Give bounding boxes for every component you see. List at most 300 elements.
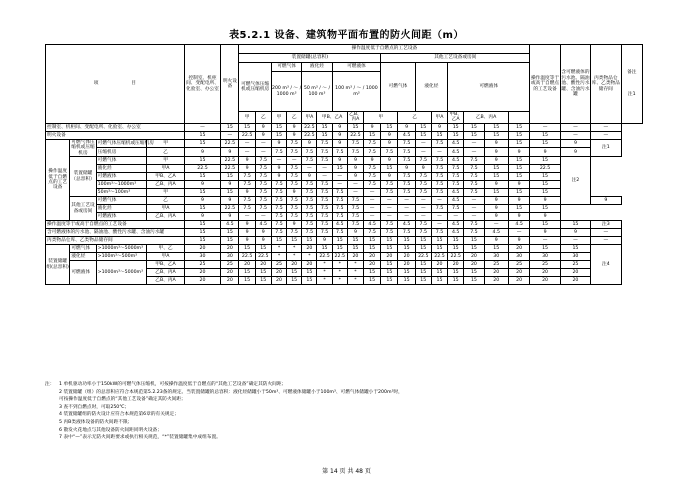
table-cell: 注1 — [591, 139, 621, 156]
table-cell: 9 — [508, 148, 530, 157]
table-cell: 7.5 — [302, 197, 317, 205]
table-cell: 4.5 — [448, 139, 464, 148]
table-cell: — — [398, 205, 415, 213]
table-cell: 15 — [448, 237, 464, 245]
table-cell: — — [317, 165, 332, 173]
table-cell: 4.5 — [508, 221, 530, 229]
table-cell: 乙 — [147, 148, 184, 157]
table-cell: — — [464, 197, 484, 205]
table-cell: 7.5 — [415, 157, 431, 165]
table-cell: 15 — [184, 189, 220, 197]
table-cell: 4.5 — [484, 229, 508, 237]
table-cell: 7.5 — [415, 189, 431, 197]
table-cell: 7.5 — [302, 213, 317, 221]
table-cell: 9 — [508, 197, 530, 205]
table-cell: — — [317, 173, 332, 181]
table-cell: 9 — [221, 213, 239, 221]
table-cell: 7.5 — [255, 157, 271, 165]
table-cell: 7.5 — [287, 213, 302, 221]
header-other-equip: 其他工艺设备或房间 — [381, 54, 530, 63]
header-vol-fl: 100 m³ / ～ / 1000 m³ — [332, 72, 381, 112]
table-cell: * — [317, 277, 332, 285]
table-cell: — — [332, 181, 347, 189]
table-cell: 7.5 — [239, 205, 255, 213]
table-cell: 9 — [317, 237, 332, 245]
table-cell: 15 — [381, 277, 398, 285]
table-cell: 20 — [464, 261, 484, 269]
table-cell: — — [464, 213, 484, 221]
note-text: 1 单机驱动功率小于150kW的可燃气体压缩机，可按操作温度低于自燃点的“其他工艺设备”确定其防火间距； — [59, 382, 287, 387]
row-label: 明火设备 — [46, 131, 185, 139]
table-cell: 20 — [302, 245, 317, 253]
table-cell: — — [560, 131, 590, 139]
table-cell: 15 — [287, 237, 302, 245]
table-cell: 25 — [560, 261, 590, 269]
table-cell: 15 — [415, 123, 431, 131]
table-cell: — — [255, 213, 271, 221]
table-cell: 7.5 — [332, 205, 347, 213]
table-cell: 其他工艺设备或房间 — [70, 197, 96, 221]
header-vol-fg: 200 m³ / ～ / 1000 m³ — [271, 72, 301, 112]
table-cell: 15 — [184, 229, 220, 237]
table-cell: 15 — [381, 245, 398, 253]
table-cell: 乙B、丙A — [147, 277, 184, 285]
header-other-fg: 可燃气体 — [381, 63, 415, 112]
class-cell: 甲B、乙A — [317, 112, 347, 124]
table-row — [46, 205, 643, 213]
table-row — [46, 197, 643, 205]
table-cell: — — [221, 131, 239, 139]
table-cell: 9 — [560, 229, 590, 237]
class-cell: 甲B、乙A — [449, 112, 462, 123]
table-cell: 9 — [560, 148, 590, 157]
table-cell: 15 — [448, 269, 464, 277]
table-cell: 15 — [415, 237, 431, 245]
table-cell: 甲 — [147, 157, 184, 165]
table-cell: 7.5 — [398, 189, 415, 197]
table-cell: 7.5 — [381, 229, 398, 237]
table-cell: 30 — [484, 253, 508, 261]
table-row — [46, 123, 643, 131]
table-cell: 25 — [508, 261, 530, 269]
table-cell: — — [398, 213, 415, 221]
table-cell: 15 — [347, 237, 363, 245]
table-row — [46, 237, 643, 245]
table-cell: 15 — [464, 277, 484, 285]
table-cell: 9 — [484, 205, 508, 213]
table-cell: 乙B、丙A — [147, 213, 184, 221]
class-cell: 乙 — [398, 112, 431, 124]
table-cell: 4.5 — [448, 221, 464, 229]
table-cell: 15 — [530, 245, 560, 253]
table-cell: 9 — [184, 181, 220, 189]
table-cell: 9 — [239, 189, 255, 197]
table-cell: 9 — [381, 139, 398, 148]
table-cell: 15 — [448, 131, 464, 139]
table-cell: * — [287, 253, 302, 261]
table-cell: 15 — [484, 173, 508, 181]
table-cell: 7.5 — [431, 139, 447, 148]
table-cell: 7.5 — [347, 197, 363, 205]
notes — [45, 381, 645, 442]
table-cell: 7.5 — [364, 229, 381, 237]
table-cell: 15 — [448, 277, 464, 285]
table-cell: — — [271, 157, 286, 165]
table-cell: 9 — [347, 165, 363, 173]
table-cell: 15 — [221, 123, 239, 131]
table-cell: — — [398, 197, 415, 205]
table-cell: 9 — [239, 237, 255, 245]
table-cell: 7.5 — [364, 165, 381, 173]
table-cell: 20 — [448, 261, 464, 269]
table-cell: 15 — [302, 277, 317, 285]
table-cell: 7.5 — [464, 173, 484, 181]
table-cell: 9 — [484, 157, 508, 165]
table-cell: 乙B、丙A — [147, 269, 184, 277]
table-cell: 22.5 — [255, 253, 271, 261]
table-cell: 9 — [271, 139, 286, 148]
table-cell: 15 — [560, 221, 590, 229]
table-cell: 7.5 — [255, 181, 271, 189]
table-cell: 7.5 — [302, 229, 317, 237]
table-cell: 7.5 — [332, 197, 347, 205]
table-cell: 丙类物品仓库、乙类物品储存间 — [46, 237, 185, 245]
page-footer: 第 14 页 共 48 页 — [322, 468, 371, 475]
class-cell: 甲A — [431, 112, 447, 124]
note-line — [45, 411, 645, 419]
header-open-fire: 明火设备 — [221, 45, 239, 124]
fire-distance-table — [45, 44, 643, 285]
table-cell: 15 — [464, 123, 484, 131]
table-cell: 7.5 — [364, 181, 381, 189]
table-cell: 20 — [530, 269, 560, 277]
table-cell: 7.5 — [347, 148, 363, 157]
table-cell: 7.5 — [431, 165, 447, 173]
table-cell: — — [255, 139, 271, 148]
table-cell: 9 — [484, 139, 508, 148]
table-cell: 15 — [508, 165, 530, 173]
table-body — [46, 123, 643, 284]
table-cell: 20 — [221, 245, 239, 253]
table-cell: — — [431, 213, 447, 221]
table-cell: 15 — [271, 237, 286, 245]
header-storage-fg: 可燃气体 — [271, 63, 301, 72]
table-cell: 22.5 — [415, 253, 431, 261]
table-cell: 9 — [221, 197, 239, 205]
table-cell: 20 — [287, 261, 302, 269]
table-cell: 15 — [530, 157, 560, 165]
table-cell: 9 — [221, 181, 239, 189]
table-cell: 7.5 — [464, 221, 484, 229]
table-cell: 30 — [184, 253, 220, 261]
table-cell: 9 — [287, 131, 302, 139]
table-cell: 20 — [364, 253, 381, 261]
table-cell: 甲B、乙A — [147, 261, 184, 269]
table-cell: 7.5 — [347, 139, 363, 148]
header-storage-lpg: 液化烃 — [302, 63, 332, 72]
note-line — [45, 389, 645, 397]
table-cell: 9 — [381, 173, 398, 181]
table-cell: 9 — [332, 123, 347, 131]
class-cell: 甲 — [364, 112, 398, 124]
table-cell: 7.5 — [364, 173, 381, 181]
table-cell: 9 — [530, 213, 560, 221]
table-cell: 7.5 — [287, 148, 302, 157]
table-cell: 20 — [255, 261, 271, 269]
table-cell: 9 — [184, 148, 220, 157]
table-cell: 20 — [560, 277, 590, 285]
table-cell: 注4 — [591, 245, 621, 285]
table-cell: 9 — [239, 157, 255, 165]
table-cell: 22.5 — [302, 131, 317, 139]
table-cell: 15 — [347, 123, 363, 131]
table-cell: 9 — [302, 139, 317, 148]
table-cell: 7.5 — [398, 148, 415, 157]
table-cell: 20 — [508, 277, 530, 285]
table-cell: 22.5 — [221, 157, 239, 165]
table-cell: — — [364, 197, 381, 205]
header-compressor: 可燃气体压缩机或压缩机房 — [239, 63, 271, 112]
table-cell: 25 — [221, 261, 239, 269]
table-cell: 7.5 — [317, 213, 332, 221]
table-cell: 15 — [398, 245, 415, 253]
table-cell: 乙B、丙A — [147, 181, 184, 189]
table-cell: 20 — [364, 261, 381, 269]
table-cell: — — [530, 123, 560, 131]
table-cell: 9 — [302, 173, 317, 181]
table-cell: 15 — [332, 245, 347, 253]
table-cell: 25 — [271, 261, 286, 269]
table-cell: * — [317, 261, 332, 269]
table-cell: 7.5 — [464, 165, 484, 173]
header-vol-lpg: 50 m³ / ～ / 100 m³ — [302, 72, 332, 112]
table-cell: 15 — [239, 277, 255, 285]
table-cell: 15 — [448, 123, 464, 131]
table-cell: 装置储罐组(总容积) — [46, 245, 70, 285]
table-row — [46, 181, 643, 189]
table-cell: 液化烃 — [70, 253, 96, 261]
table-cell: 9 — [530, 229, 560, 237]
table-cell: 15 — [287, 269, 302, 277]
table-cell: 9 — [332, 157, 347, 165]
table-cell: 9 — [239, 221, 255, 229]
table-cell: 7.5 — [271, 221, 286, 229]
note-text: 2 装置储罐（组）的总容积应符合本规范第5.2.23条的规定。当装置储罐的总容积：液化烃储罐小于50m³、可燃液体储罐小于100m³、可燃气体储罐小于200m³时， — [59, 389, 403, 395]
table-cell: 22.5 — [448, 253, 464, 261]
table-cell: 9 — [347, 173, 363, 181]
table-cell: 9 — [287, 189, 302, 197]
table-cell: 9 — [239, 229, 255, 237]
table-cell: 22.5 — [221, 205, 239, 213]
table-cell: 15 — [398, 277, 415, 285]
table-cell: 7.5 — [287, 181, 302, 189]
table-cell: 30 — [560, 253, 590, 261]
table-cell: 9 — [255, 229, 271, 237]
table-cell: 20 — [508, 269, 530, 277]
table-cell: 15 — [530, 189, 560, 197]
class-cell: 乙B、丙A — [464, 112, 509, 124]
table-row — [46, 148, 643, 157]
table-cell: 22.5 — [530, 165, 560, 173]
table-cell: — — [508, 229, 530, 237]
table-cell: 15 — [221, 173, 239, 181]
table-cell: 7.5 — [302, 157, 317, 165]
table-row — [46, 213, 643, 221]
table-cell: 25 — [530, 261, 560, 269]
table-cell: 15 — [302, 237, 317, 245]
table-cell: 压缩机房 — [96, 148, 147, 157]
table-cell: — — [239, 213, 255, 221]
table-cell: >1000m³～5000m³ — [96, 245, 147, 253]
table-cell: 7.5 — [317, 197, 332, 205]
table-cell: 15 — [464, 269, 484, 277]
table-cell: — — [591, 123, 621, 131]
table-cell: 7.5 — [287, 139, 302, 148]
table-cell: 15 — [255, 277, 271, 285]
table-cell: 15 — [464, 245, 484, 253]
table-cell: 15 — [255, 245, 271, 253]
table-cell: 15 — [530, 181, 560, 189]
table-cell: 7.5 — [381, 189, 398, 197]
table-cell: * — [271, 253, 286, 261]
class-cell: 乙B、丙A — [349, 112, 362, 123]
table-cell: — — [364, 205, 381, 213]
table-cell: 9 — [184, 197, 220, 205]
table-cell: 7.5 — [287, 173, 302, 181]
table-cell: 15 — [239, 269, 255, 277]
table-cell: 15 — [508, 139, 530, 148]
table-row — [46, 261, 643, 269]
table-cell: 20 — [184, 269, 220, 277]
table-cell: 15 — [508, 131, 530, 139]
table-cell: — — [448, 213, 464, 221]
table-cell: 9 — [508, 213, 530, 221]
table-cell: 7.5 — [398, 139, 415, 148]
table-cell: — — [415, 139, 431, 148]
table-row — [46, 189, 643, 197]
table-cell: 9 — [415, 165, 431, 173]
table-cell: 4.5 — [255, 221, 271, 229]
table-cell: 7.5 — [317, 139, 332, 148]
table-cell: — — [591, 237, 621, 245]
note-text: 4 装置储罐组的防火设计应符合本规范第6章的有关规定； — [59, 412, 179, 418]
note-prefix: 注： — [45, 382, 55, 387]
table-cell: 15 — [415, 261, 431, 269]
table-cell: 15 — [221, 237, 239, 245]
table-cell: — — [364, 213, 381, 221]
table-cell: 20 — [221, 277, 239, 285]
note-line — [45, 427, 645, 435]
table-cell: 9 — [560, 139, 590, 148]
header-high-temp: 操作温度等于或高于自燃点的工艺设备 — [530, 45, 560, 124]
table-cell: * — [332, 277, 347, 285]
note-line — [45, 419, 645, 427]
table-cell: 15 — [398, 237, 415, 245]
table-cell: 15 — [431, 237, 447, 245]
row-label: 控制室、机柜间、变配电所、化验室、办公室 — [46, 123, 185, 131]
table-cell: 15 — [317, 123, 332, 131]
table-cell: 7.5 — [255, 189, 271, 197]
table-cell: 9 — [271, 173, 286, 181]
class-cell: 乙 — [287, 112, 302, 124]
table-cell: 9 — [508, 181, 530, 189]
table-cell: 9 — [287, 123, 302, 131]
table-cell: — — [415, 148, 431, 157]
table-cell: * — [317, 269, 332, 277]
table-cell: 15 — [184, 205, 220, 213]
table-cell: 9 — [530, 197, 560, 205]
table-cell: 7.5 — [448, 181, 464, 189]
table-cell: 15 — [184, 221, 220, 229]
table-row — [46, 157, 643, 165]
table-cell: — — [464, 205, 484, 213]
table-cell: 15 — [464, 131, 484, 139]
table-cell: 9 — [271, 165, 286, 173]
table-cell: 50m³～100m³ — [96, 189, 147, 197]
header-item: 项 目 — [46, 45, 185, 124]
table-cell: 7.5 — [287, 197, 302, 205]
table-cell: 15 — [184, 139, 220, 148]
table-cell: 7.5 — [347, 205, 363, 213]
table-cell: 15 — [530, 173, 560, 181]
table-cell: 7.5 — [431, 181, 447, 189]
table-cell: 15 — [332, 237, 347, 245]
header-storage: 装置储罐(总容积) — [239, 54, 381, 63]
table-cell: 15 — [448, 245, 464, 253]
table-cell: 7.5 — [431, 205, 447, 213]
note-text: 7 表中“—”表示无防火间距要求或执行相关规范，“*”装置储罐集中成组布置。 — [59, 435, 221, 441]
table-cell: 7.5 — [431, 229, 447, 237]
table-cell: 15 — [431, 269, 447, 277]
table-cell: 15 — [508, 205, 530, 213]
table-title: 表5.2.1 设备、建筑物平面布置的防火间距（m） — [229, 30, 464, 41]
table-cell: — — [287, 157, 302, 165]
table-cell: 7.5 — [464, 181, 484, 189]
table-cell: 15 — [364, 237, 381, 245]
table-cell: — — [302, 165, 317, 173]
table-cell: 可燃气体 — [96, 197, 147, 205]
table-cell: 15 — [431, 131, 447, 139]
table-cell: 15 — [184, 237, 220, 245]
table-cell: — — [381, 197, 398, 205]
table-cell: 7.5 — [239, 173, 255, 181]
table-cell: 4.5 — [448, 197, 464, 205]
table-cell: 7.5 — [332, 229, 347, 237]
table-cell: 20 — [530, 277, 560, 285]
table-cell: 7.5 — [271, 197, 286, 205]
table-cell: 20 — [381, 253, 398, 261]
table-cell: 20 — [184, 245, 220, 253]
table-cell: 15 — [271, 131, 286, 139]
class-cell: 甲 — [271, 112, 286, 124]
table-cell: 15 — [415, 131, 431, 139]
table-cell: — — [381, 213, 398, 221]
table-row — [46, 253, 643, 261]
table-cell: 15 — [464, 237, 484, 245]
table-cell: 22.5 — [302, 123, 317, 131]
header-warehouse: 丙类物品仓库、乙类物品储存间 — [591, 45, 621, 124]
table-cell: 9 — [381, 131, 398, 139]
table-cell: 甲A — [147, 205, 184, 213]
header-low-temp-equip: 操作温度低于自燃点的工艺设备 — [239, 45, 530, 54]
table-cell: 可燃液体 — [70, 261, 96, 285]
table-cell: 9 — [347, 157, 363, 165]
table-cell: 7.5 — [317, 221, 332, 229]
table-cell: 4.5 — [332, 221, 347, 229]
table-cell: 15 — [484, 189, 508, 197]
table-cell: 9 — [381, 157, 398, 165]
table-cell: 7.5 — [332, 213, 347, 221]
